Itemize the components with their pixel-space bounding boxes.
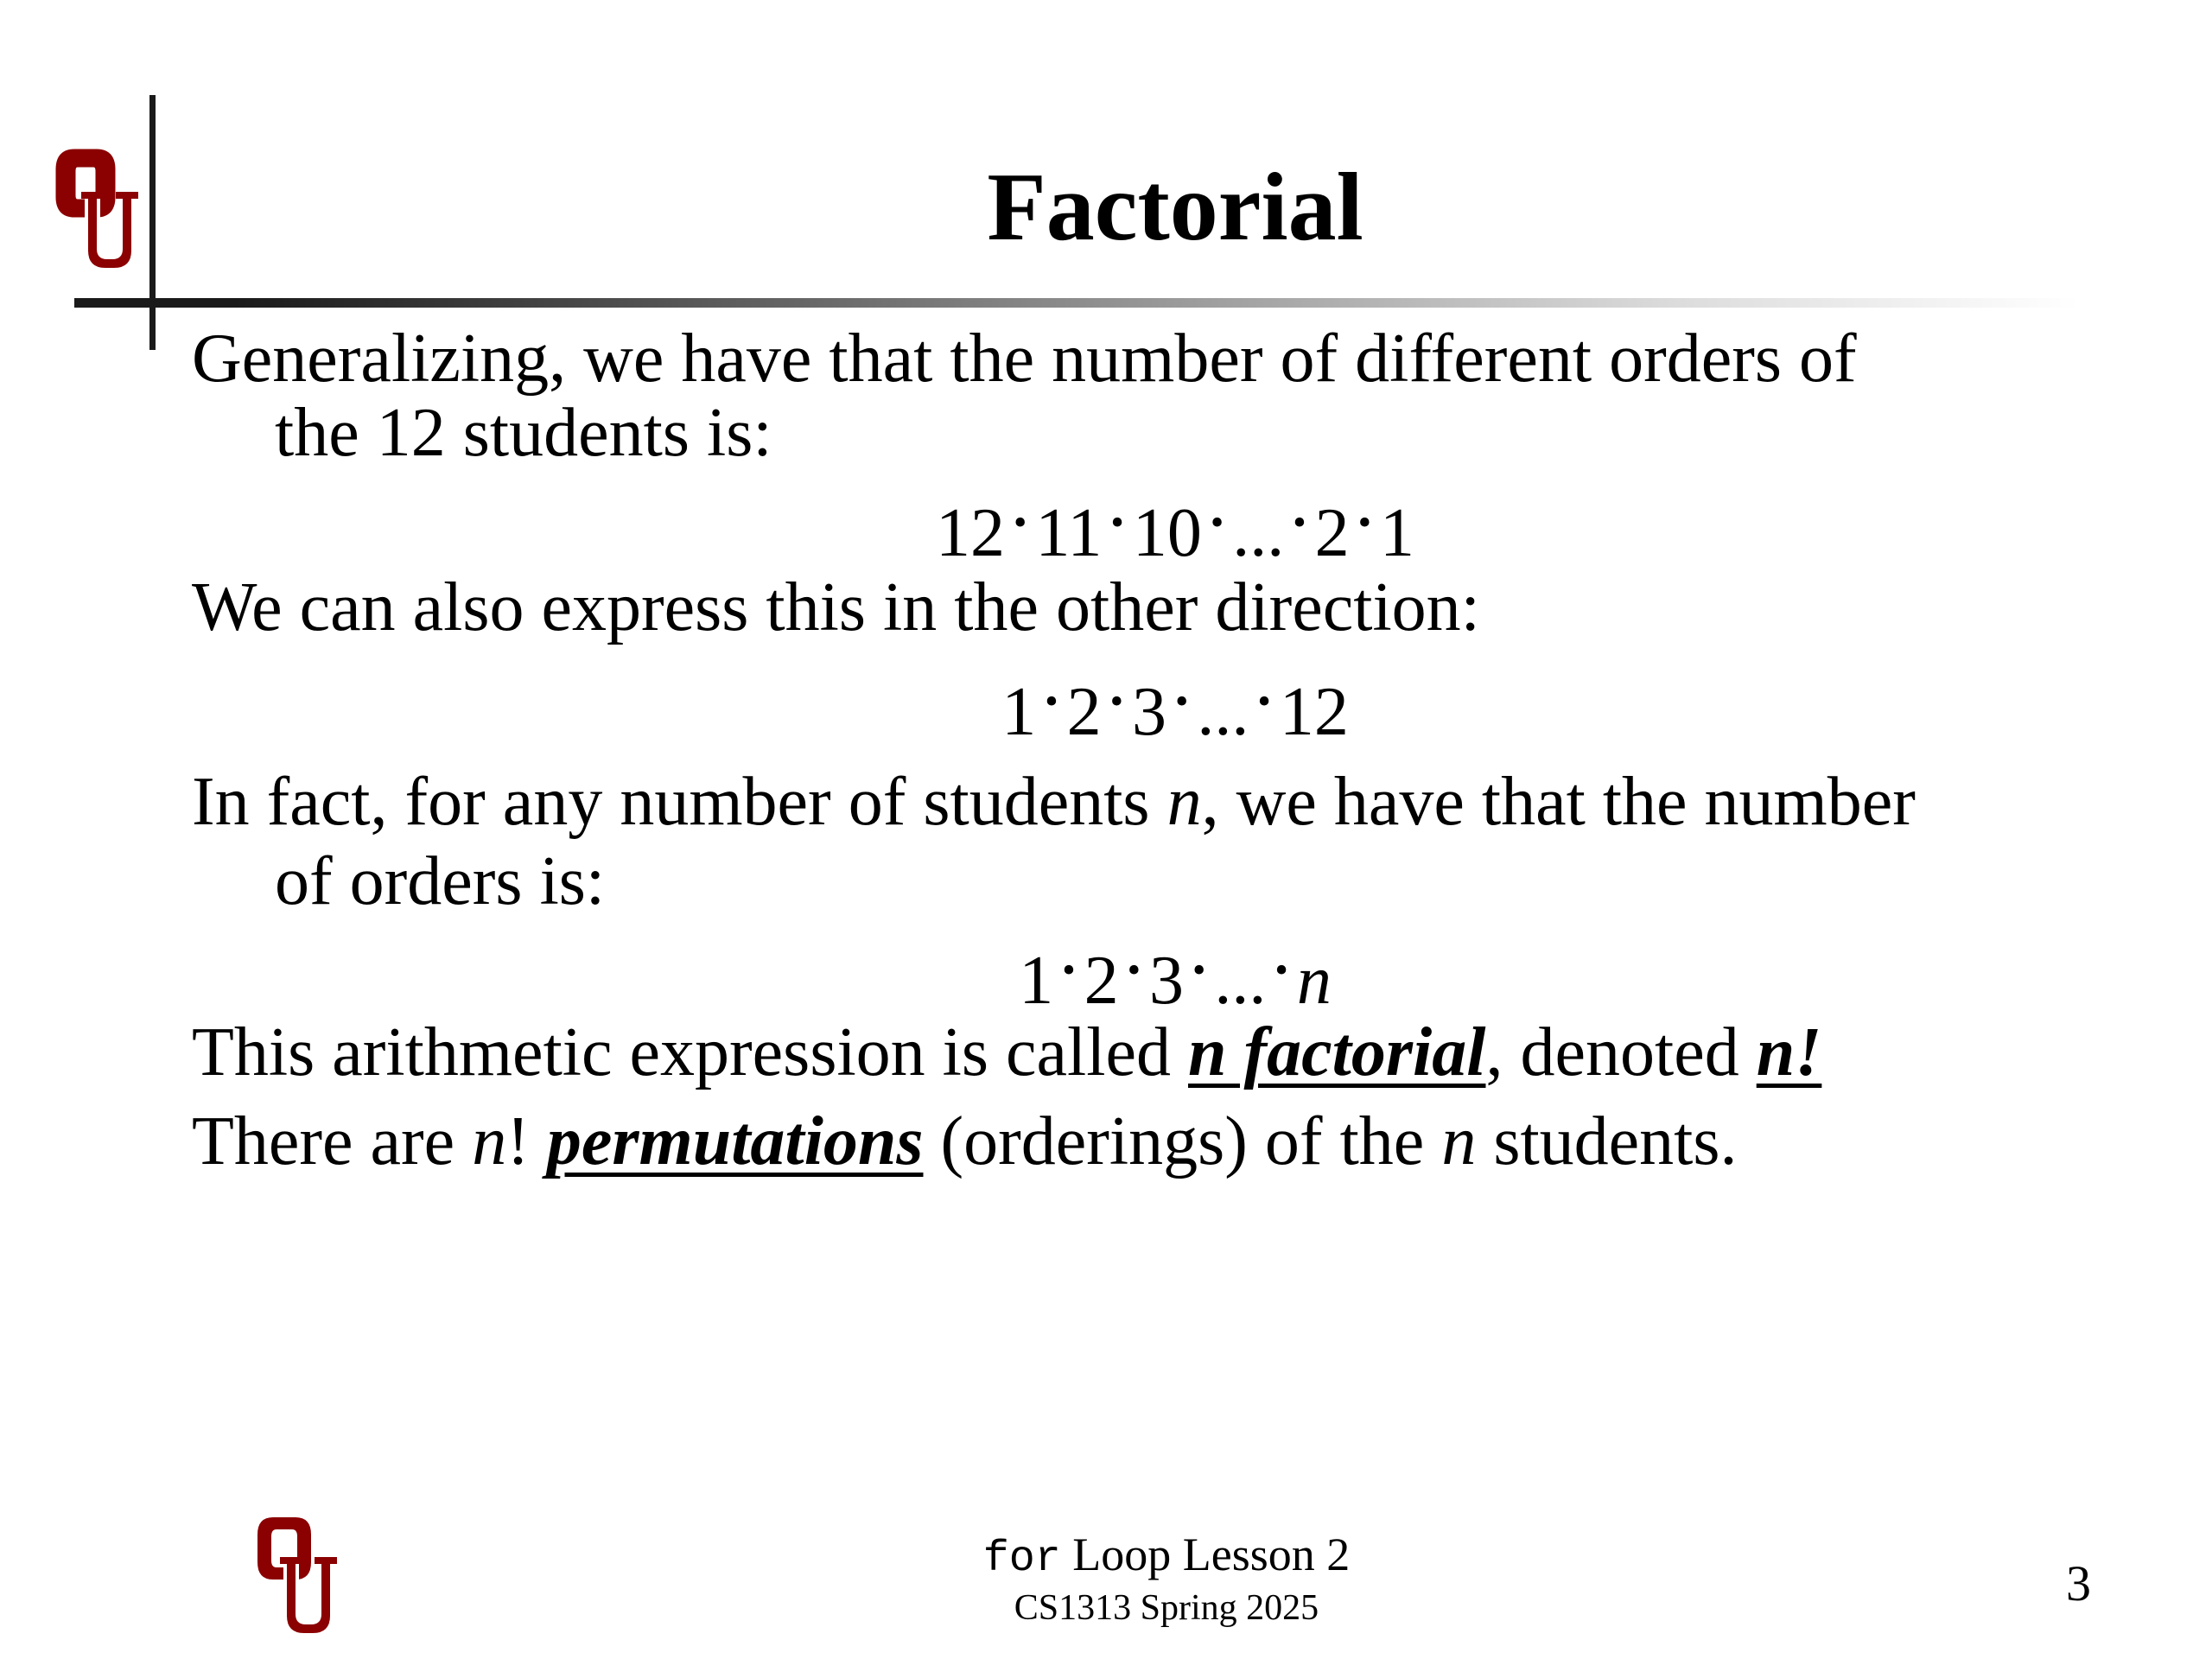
paragraph-line: We can also express this in the other direction: bbox=[192, 569, 1480, 645]
bullet-operator: • bbox=[1110, 501, 1124, 543]
paragraph-text: In fact, for any number of students bbox=[192, 764, 1167, 840]
variable-n: n bbox=[1296, 943, 1332, 1020]
paragraph-text: , we have that the number bbox=[1201, 764, 1916, 840]
paragraph-continuation: the 12 students is: bbox=[275, 395, 772, 471]
ou-logo-icon bbox=[43, 147, 140, 276]
paragraph-in-fact bbox=[192, 765, 2119, 918]
formula-term: 12 bbox=[1279, 674, 1349, 751]
term-n-bang: n! bbox=[1756, 1014, 1822, 1090]
paragraph-text: This arithmetic expression is called bbox=[192, 1014, 1189, 1090]
paragraph-n-factorial bbox=[192, 1015, 2119, 1090]
paragraph-text: (orderings) of the bbox=[923, 1103, 1442, 1179]
footer-title-text: Loop Lesson 2 bbox=[1060, 1529, 1351, 1580]
formula-term: 12 bbox=[935, 495, 1005, 572]
formula-general bbox=[156, 931, 2195, 1020]
footer-lesson-title bbox=[691, 1528, 1642, 1586]
header-horizontal-rule bbox=[74, 298, 2079, 308]
bullet-operator: • bbox=[1062, 949, 1076, 991]
formula-term: 1 bbox=[1019, 943, 1054, 1020]
term-permutations: permutations bbox=[546, 1103, 924, 1179]
footer-course: CS1313 Spring 2025 bbox=[1014, 1588, 1319, 1628]
footer-code-word: for bbox=[982, 1535, 1061, 1584]
paragraph-continuation: of orders is: bbox=[275, 843, 606, 919]
paragraph-permutations bbox=[192, 1104, 2119, 1179]
formula-term: 2 bbox=[1084, 943, 1119, 1020]
term-n-factorial: n factorial bbox=[1188, 1014, 1486, 1090]
formula-term: 11 bbox=[1035, 495, 1103, 572]
bullet-operator: • bbox=[1109, 680, 1123, 722]
variable-n: n bbox=[472, 1103, 507, 1179]
paragraph-generalizing bbox=[192, 321, 2119, 470]
bullet-operator: • bbox=[1357, 501, 1372, 543]
paragraph-text: There are bbox=[192, 1103, 473, 1179]
variable-n: n bbox=[1166, 764, 1202, 840]
paragraph-text: students. bbox=[1476, 1103, 1738, 1179]
formula-ascending bbox=[156, 663, 2195, 751]
bullet-operator: • bbox=[1013, 501, 1027, 543]
bullet-operator: • bbox=[1127, 949, 1141, 991]
bullet-operator: • bbox=[1175, 680, 1189, 722]
paragraph-text: ! bbox=[506, 1103, 547, 1179]
bullet-operator: • bbox=[1045, 680, 1058, 722]
paragraph-line: Generalizing, we have that the number of different orders of bbox=[192, 321, 1857, 397]
bullet-operator: • bbox=[1274, 949, 1288, 991]
bullet-operator: • bbox=[1293, 501, 1306, 543]
bullet-operator: • bbox=[1257, 680, 1271, 722]
formula-term: 2 bbox=[1314, 495, 1350, 572]
bullet-operator: • bbox=[1210, 501, 1224, 543]
header-vertical-rule bbox=[149, 95, 156, 350]
formula-term: 2 bbox=[1066, 674, 1102, 751]
paragraph-other-direction bbox=[192, 570, 2119, 645]
ou-logo-icon bbox=[242, 1512, 339, 1642]
bullet-operator: • bbox=[1192, 949, 1206, 991]
paragraph-text: , denoted bbox=[1485, 1014, 1757, 1090]
formula-term: 3 bbox=[1132, 674, 1166, 751]
formula-term: 10 bbox=[1132, 495, 1202, 572]
formula-term: ... bbox=[1214, 943, 1267, 1020]
slide-title: Factorial bbox=[987, 154, 1363, 261]
formula-term: 1 bbox=[1001, 674, 1037, 751]
formula-term: 1 bbox=[1380, 495, 1415, 572]
formula-term: ... bbox=[1232, 495, 1285, 572]
variable-n: n bbox=[1441, 1103, 1477, 1179]
formula-term: 3 bbox=[1149, 943, 1184, 1020]
page-number: 3 bbox=[2066, 1555, 2091, 1611]
formula-descending bbox=[156, 484, 2195, 572]
formula-term: ... bbox=[1197, 674, 1249, 751]
